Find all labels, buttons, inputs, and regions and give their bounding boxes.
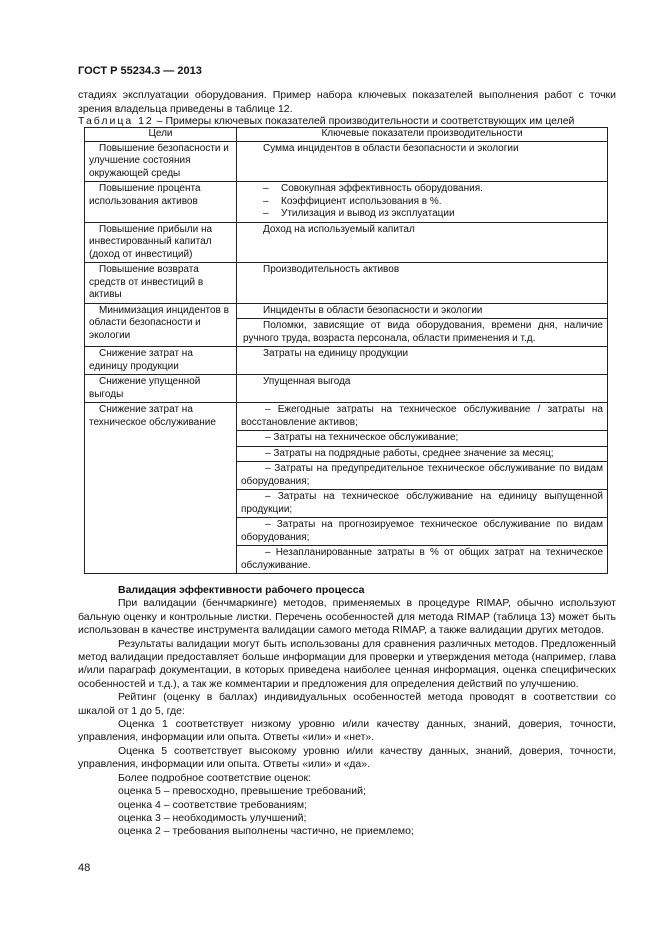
table-row (85, 403, 608, 574)
body-text (78, 584, 616, 839)
indicator-item: Затраты на единицу продукции (263, 348, 409, 359)
intro-paragraph: стадиях эксплуатации оборудования. Пример набора ключевых показателей выполнения работ с точки зрения владельца приведены в таблице 12. (78, 89, 616, 115)
indicator-item: – Незапланированные затраты в % от общих затрат на техническое обслуживание. (241, 547, 603, 571)
indicator-item: Доход на используемый капитал (263, 223, 415, 235)
goal-cell: Повышение процента использования активов (85, 182, 237, 223)
body-paragraph: Результаты валидации могут быть использованы для сравнения различных методов. Предложенный метод валидации предоставляет больше информации для проверки и утверждения метода (например, глава и/или параграф документации, в которых приведена наиболее ценная информация, оценка специфических особенностей и т.д.), а так же комментарии и предложения для определения действий по улучшению. (78, 637, 616, 690)
goal-cell: Повышение прибыли на инвестированный капитал (доход от инвестиций) (85, 222, 237, 263)
table-row (85, 375, 608, 403)
goal-cell: Снижение упущенной выгоды (85, 375, 237, 403)
indicator-cell (237, 222, 608, 263)
indicator-item: Совокупная эффективность оборудования. (281, 183, 483, 194)
indicator-item: Коэффициент использования в %. (281, 195, 442, 207)
dash-marker: – (263, 195, 269, 207)
indicator-cell (237, 347, 608, 375)
goal-cell: Снижение затрат на техническое обслуживание (85, 403, 237, 574)
page-number: 48 (78, 862, 91, 874)
indicator-item: – Затраты на предупредительное техническое обслуживание по видам оборудования; (237, 462, 607, 490)
table-row (85, 182, 608, 223)
column-header-indicators: Ключевые показатели производительности (237, 128, 608, 142)
goal-cell: Снижение затрат на единицу продукции (85, 347, 237, 375)
indicator-item: Инциденты в области безопасности и экологии (237, 304, 607, 320)
score-item: оценка 4 – соответствие требованиям; (118, 798, 308, 811)
indicator-item: Упущенная выгода (263, 376, 351, 387)
indicator-cell (237, 303, 608, 347)
body-paragraph: Более подробное соответствие оценок: (118, 771, 311, 784)
table-row (85, 141, 608, 182)
indicator-item: – Ежегодные затраты на техническое обслуживание / затраты на восстановление активов; (237, 403, 607, 431)
dash-marker: – (263, 183, 269, 194)
table-row (85, 263, 608, 304)
score-item: оценка 2 – требования выполнены частично, не приемлемо; (118, 825, 414, 838)
goal-cell: Минимизация инцидентов в области безопасности и экологии (85, 303, 237, 347)
goal-cell: Повышение безопасности и улучшение состояния окружающей среды (85, 141, 237, 182)
table-row (85, 303, 608, 347)
indicator-cell (237, 182, 608, 223)
indicator-item: Сумма инцидентов в области безопасности и экологии (263, 142, 519, 154)
table-caption-label: Таблица 12 (78, 115, 154, 127)
score-item: оценка 5 – превосходно, превышение требований; (118, 785, 366, 798)
indicator-cell (237, 141, 608, 182)
indicator-item: – Затраты на подрядные работы, среднее значение за месяц; (237, 447, 607, 463)
kpi-table (84, 127, 608, 574)
body-paragraph: При валидации (бенчмаркинге) методов, применяемых в процедуре RIMAP, обычно используют бальную оценку и контрольные листки. Перечень особенностей для метода RIMAP (таблица 13) может быть использован в качестве инструмента валидации самого метода RIMAP, а также валидации других методов. (78, 597, 616, 637)
column-header-goals: Цели (85, 128, 237, 142)
score-item: оценка 3 – необходимость улучшений; (118, 811, 307, 824)
table-row (85, 347, 608, 375)
section-heading: Валидация эффективности рабочего процесса (118, 584, 365, 596)
table-caption-text: – Примеры ключевых показателей производительности и соответствующих им целей (153, 115, 575, 127)
dash-marker: – (263, 208, 269, 219)
indicator-item: – Затраты на техническое обслуживание; (237, 431, 607, 447)
body-paragraph: Рейтинг (оценку в баллах) индивидуальных особенностей метода проводят в соответствии со шкалой от 1 до 5, где: (78, 691, 616, 717)
indicator-item: – Затраты на прогнозируемое техническое обслуживание по видам оборудования; (237, 518, 607, 546)
indicator-item: Производительность активов (263, 264, 400, 275)
indicator-item: Поломки, зависящие от вида оборудования, времени дня, наличие ручного труда, возраста персонала, области применения и т.д. (243, 320, 603, 344)
indicator-cell (237, 403, 608, 574)
body-paragraph: Оценка 1 соответствует низкому уровню и/или качеству данных, знаний, доверия, точности, управления, информации или опыта. Ответы «или» и «нет». (78, 718, 616, 744)
document-header: ГОСТ Р 55234.3 — 2013 (78, 65, 202, 77)
goal-cell: Повышение возврата средств от инвестиций в активы (85, 263, 237, 304)
table-caption (78, 115, 574, 127)
indicator-cell (237, 375, 608, 403)
indicator-cell (237, 263, 608, 304)
table-header-row (85, 128, 608, 142)
table-row (85, 222, 608, 263)
indicator-item: – Затраты на техническое обслуживание на единицу выпущенной продукции; (237, 490, 607, 518)
indicator-item: Утилизация и вывод из эксплуатации (281, 208, 455, 219)
body-paragraph: Оценка 5 соответствует высокому уровню и/или качеству данных, знаний, доверия, точности, управления, информации или опыта. Ответы «или» и «да». (78, 744, 616, 771)
